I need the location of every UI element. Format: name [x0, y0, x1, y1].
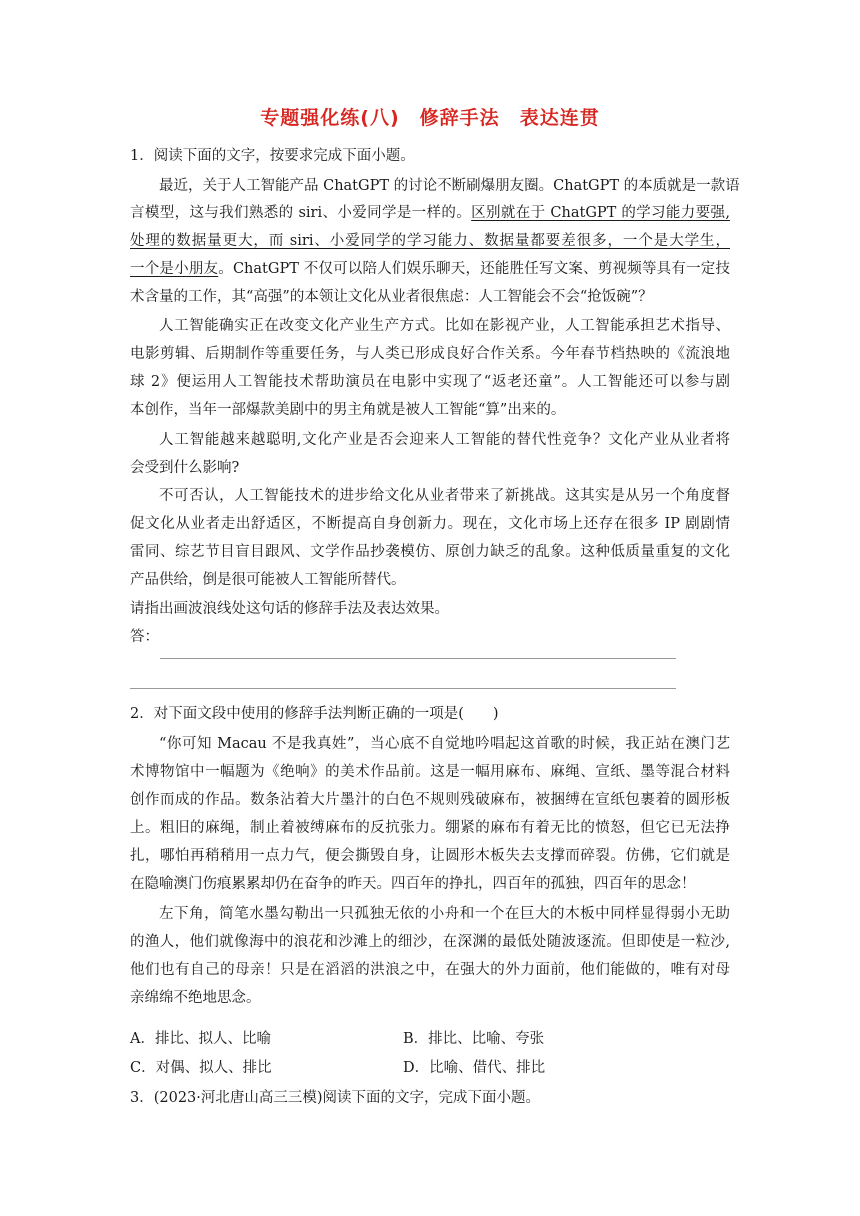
q2-option-a[interactable]: A．排比、拟人、比喻 — [130, 1031, 271, 1047]
title-part-2: 修辞手法 — [419, 107, 500, 129]
q1-p4-line1: 不可否认，人工智能技术的进步给文化从业者带来了新挑战。这其实是从另一个角度督 — [159, 488, 730, 504]
title-part-1: 专题强化练(八) — [260, 107, 400, 129]
q1-p3-line2: 会受到什么影响? — [130, 460, 240, 476]
title-part-3: 表达连贯 — [519, 107, 600, 129]
q2-p1-line4: 上。粗旧的麻绳，制止着被缚麻布的反抗张力。绷紧的麻布有着无比的愤怒，但它已无法挣 — [130, 820, 730, 836]
q1-p3-line1: 人工智能越来越聪明,文化产业是否会迎来人工智能的替代性竞争？文化产业从业者将 — [159, 432, 730, 448]
q1-stem: 1．阅读下面的文字，按要求完成下面小题。 — [130, 148, 415, 164]
q1-prompt: 请指出画波浪线处这句话的修辞手法及表达效果。 — [130, 601, 449, 617]
q1-answer-line-1[interactable] — [160, 658, 676, 659]
q2-p2-line1: 左下角，简笔水墨勾勒出一只孤独无依的小舟和一个在巨大的木板中同样显得弱小无助 — [159, 906, 730, 922]
q2-p1-line3: 创作而成的作品。数条沾着大片墨汁的白色不规则残破麻布，被捆缚在宣纸包裹着的圆形板 — [130, 792, 730, 808]
q1-p4-line4: 产品供给，倒是很可能被人工智能所替代。 — [130, 572, 406, 588]
q2-p2-line3: 他们也有自己的母亲！只是在滔滔的洪浪之中，在强大的外力面前，他们能做的，唯有对母 — [130, 962, 730, 978]
q1-marked-sentence-end: 一个是小朋友 — [130, 261, 219, 277]
q2-p1-line2: 术博物馆中一幅题为《绝响》的美术作品前。这是一幅用麻布、麻绳、宣纸、墨等混合材料 — [130, 764, 730, 780]
q1-p2-line4: 本创作，当年一部爆款美剧中的男主角就是被人工智能“算”出来的。 — [130, 402, 566, 418]
q1-marked-sentence-middle: 处理的数据量更大，而 siri、小爱同学的学习能力、数据量都要差很多，一个是大学生， — [130, 233, 730, 249]
q1-p4-line2: 促文化从业者走出舒适区，不断提高自身创新力。现在，文化市场上还存在很多 IP 剧剧情 — [130, 516, 730, 532]
q1-p1-line1: 最近，关于人工智能产品 ChatGPT 的讨论不断刷爆朋友圈。ChatGPT 的本质就是一款语 — [159, 178, 740, 194]
q2-option-d[interactable]: D．比喻、借代、排比 — [403, 1060, 546, 1076]
q2-option-c[interactable]: C．对偶、拟人、排比 — [130, 1060, 272, 1076]
q1-p1-line2-text: 言模型，这与我们熟悉的 siri、小爱同学是一样的。 — [130, 205, 472, 221]
q1-p1-line2 — [130, 203, 730, 223]
q1-marked-sentence-start: 区别就在于 ChatGPT 的学习能力要强, — [471, 205, 730, 221]
q1-answer-line-2[interactable] — [130, 688, 676, 689]
q3-stem: 3．(2023·河北唐山高三三模)阅读下面的文字，完成下面小题。 — [130, 1090, 541, 1106]
q2-p2-line4: 亲绵绵不绝地思念。 — [130, 990, 261, 1006]
q1-p1-line4 — [130, 259, 730, 279]
q1-p1-line5: 术含量的工作，其“高强”的本领让文化从业者很焦虑：人工智能会不会“抢饭碗”？ — [130, 289, 653, 305]
page-title — [0, 103, 860, 130]
q1-p2-line1: 人工智能确实正在改变文化产业生产方式。比如在影视产业，人工智能承担艺术指导、 — [159, 318, 730, 334]
q1-p4-line3: 雷同、综艺节目盲目跟风、文学作品抄袭模仿、原创力缺乏的乱象。这种低质量重复的文化 — [130, 544, 730, 560]
q2-p1-line6: 在隐喻澳门伤痕累累却仍在奋争的昨天。四百年的挣扎，四百年的孤独，四百年的思念！ — [130, 876, 696, 892]
q2-stem: 2．对下面文段中使用的修辞手法判断正确的一项是( ) — [130, 706, 499, 722]
q1-p2-line3: 球 2》便运用人工智能技术帮助演员在电影中实现了“返老还童”。人工智能还可以参与剧 — [130, 374, 730, 390]
q2-option-b[interactable]: B．排比、比喻、夸张 — [403, 1031, 545, 1047]
q1-answer-label: 答： — [130, 629, 159, 645]
q2-p1-line5: 扎，哪怕再稍稍用一点力气，便会撕毁自身，让圆形木板失去支撑而碎裂。仿佛，它们就是 — [130, 848, 730, 864]
q1-p2-line2: 电影剪辑、后期制作等重要任务，与人类已形成良好合作关系。今年春节档热映的《流浪地 — [130, 346, 730, 362]
q2-p1-line1: “你可知 Macau 不是我真姓”，当心底不自觉地吟唱起这首歌的时候，我正站在澳门艺 — [159, 736, 730, 752]
q1-p1-line4-text: 。ChatGPT 不仅可以陪人们娱乐聊天，还能胜任写文案、剪视频等具有一定技 — [218, 261, 730, 277]
q2-p2-line2: 的渔人，他们就像海中的浪花和沙滩上的细沙，在深渊的最低处随波逐流。但即使是一粒沙, — [130, 934, 730, 950]
